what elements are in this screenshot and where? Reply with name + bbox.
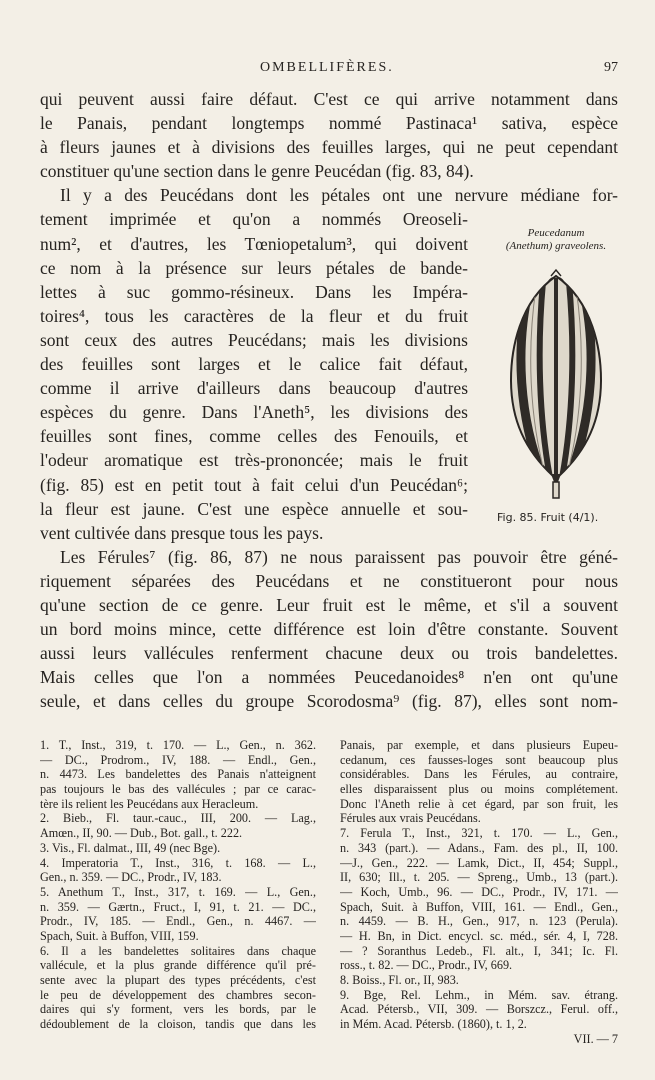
text-line: des feuilles sont larges et le calice fait défaut, bbox=[40, 354, 468, 375]
footnote-line: II, 630; Ill., t. 205. — Spreng., Umb., 13 (part.). bbox=[340, 870, 618, 885]
fruit-illustration bbox=[491, 268, 621, 502]
footnote-line: Prodr., IV, 185. — Endl., Gen., n. 4467. — bbox=[40, 914, 316, 929]
footnote-line: Amœn., II, 90. — Dub., Bot. gall., t. 222. bbox=[40, 826, 243, 841]
footnote-line: daires qui s'y forment, vers les bords, par le bbox=[40, 1002, 316, 1017]
text-line: aussi leurs vallécules renferment chacune deux ou trois bandelettes. bbox=[40, 643, 618, 664]
running-title: OMBELLIFÈRES. bbox=[260, 60, 394, 75]
footnote-line: 3. Vis., Fl. dalmat., III, 49 (nec Bge). bbox=[40, 840, 221, 855]
text-line: vent cultivée dans presque tous les pays. bbox=[40, 522, 324, 543]
footnote-line: — Koch, Umb., 96. — DC., Prodr., IV, 171. — bbox=[340, 884, 618, 899]
text-line: toires⁴, tous les caractères de la fleur et du fruit bbox=[40, 305, 468, 326]
footnote-line: — DC., Prodrom., IV, 188. — Endl., Gen., bbox=[40, 752, 316, 767]
text-line: lettes à suc gommo-résineux. Dans les Impéra- bbox=[40, 281, 468, 302]
footnote-line: sente avec la plupart des types précédents, c'est bbox=[40, 973, 316, 987]
footnote-line: — ? Soranthus Ledeb., Fl. alt., I, 341; Ic. Fl. bbox=[340, 943, 618, 958]
footnote-line: Férules aux vrais Peucédans. bbox=[340, 811, 481, 826]
signature-mark: VII. — 7 bbox=[573, 1031, 618, 1046]
footnote-line: in Mém. Acad. Pétersb. (1860), t. 1, 2. bbox=[340, 1017, 527, 1032]
footnote-line: 5. Anethum T., Inst., 317, t. 169. — L., Gen., bbox=[40, 884, 316, 899]
text-line: espèces du genre. Dans l'Aneth⁵, les divisions des bbox=[40, 402, 468, 423]
text-line: constituer qu'une section dans le genre Peucédan (fig. 83, 84). bbox=[40, 161, 474, 182]
footnote-line: n. 4473. Les bandelettes des Panais n'atteignent bbox=[40, 767, 316, 782]
footnote-line: vallécule, et la plus grande différence qu'il pré- bbox=[40, 958, 316, 973]
footnotes-right-column bbox=[340, 738, 618, 1046]
footnote-line: Spach, Suit. à Buffon, VIII, 159. bbox=[40, 928, 199, 943]
footnote-line: 8. Boiss., Fl. or., II, 983. bbox=[340, 973, 459, 987]
figure-species-caption: Peucedanum (Anethum) graveolens. bbox=[505, 227, 607, 252]
footnote-line: — H. Bn, in Dict. encycl. sc. méd., sér. 4, I, 728. bbox=[340, 928, 618, 943]
footnote-line: n. 359. — Gærtn., Fruct., I, 91, t. 21. — DC., bbox=[40, 899, 316, 914]
text-line: à fleurs jaunes et à divisions des feuilles larges, qui ne peut cependant bbox=[40, 137, 618, 158]
footnote-line: dédoublement de la cloison, tandis que dans les bbox=[40, 1017, 316, 1032]
text-line: un bord moins mince, cette différence est loin d'être constante. Souvent bbox=[40, 619, 618, 640]
footnote-line: 1. T., Inst., 319, t. 170. — L., Gen., n. 362. bbox=[40, 738, 316, 752]
footnote-line: cedanum, ces fausses-loges sont beaucoup plus bbox=[340, 752, 618, 767]
text-line: Mais celles que l'on a nommées Peucedanoides⁸ n'en ont qu'une bbox=[40, 667, 618, 688]
text-line: sont ceux des autres Peucédans; mais les divisions bbox=[40, 329, 468, 350]
footnote-line: —J., Gen., 222. — Lamk, Dict., II, 454; Suppl., bbox=[340, 855, 618, 870]
footnote-line: 2. Bieb., Fl. taur.-cauc., III, 200. — Lag., bbox=[40, 811, 316, 826]
page-number: 97 bbox=[604, 60, 618, 75]
text-line: num², et d'autres, les Tœniopetalum³, qui doivent bbox=[40, 233, 468, 254]
footnote-line: tère ils relient les Peucédans aux Heracleum. bbox=[40, 796, 259, 811]
figure-85 bbox=[487, 222, 625, 532]
text-line: qui peuvent aussi faire défaut. C'est ce qui arrive notamment dans bbox=[40, 89, 618, 109]
footnote-line: Spach, Suit. à Buffon, VIII, 161. — Endl., Gen., bbox=[340, 899, 618, 914]
footnote-line: le peu de développement des chambres secon- bbox=[40, 987, 316, 1002]
footnote-line: n. 343 (part.). — Adans., Fam. des pl., II, 100. bbox=[340, 840, 618, 855]
text-line: la fleur est jaune. C'est une espèce annuelle et sou- bbox=[40, 498, 468, 519]
footnote-line: ross., t. 82. — DC., Prodr., IV, 669. bbox=[340, 958, 513, 973]
footnote-line: pas toujours le bas des vallécules ; par ce carac- bbox=[40, 782, 316, 797]
text-line: seule, et dans celles du groupe Scorodosma⁹ (fig. 87), elles sont nom- bbox=[40, 691, 618, 712]
text-line: ce nom à la présence sur leurs pétales de bande- bbox=[40, 257, 468, 278]
footnote-line: 4. Imperatoria T., Inst., 316, t. 168. — L., bbox=[40, 855, 316, 870]
footnote-line: elles disparaissent plus ou moins complétement. bbox=[340, 782, 618, 797]
footnote-line: Gen., n. 359. — DC., Prodr., IV, 183. bbox=[40, 870, 222, 885]
text-line: comme il arrive d'ailleurs dans beaucoup d'autres bbox=[40, 378, 468, 399]
text-line: riquement séparées des Peucédans et ne constitueront pour nous bbox=[40, 570, 618, 591]
figure-caption: Fig. 85. Fruit (4/1). bbox=[497, 511, 599, 524]
footnotes-left-column bbox=[40, 738, 316, 1032]
text-line: tement imprimée et qu'on a nommés Oreoseli- bbox=[40, 209, 468, 230]
text-line: l'odeur aromatique est très-prononcée; mais le fruit bbox=[40, 450, 468, 471]
footnote-line: Acad. Pétersb., VII, 309. — Borszcz., Ferul. off., bbox=[340, 1002, 618, 1017]
text-line: feuilles sont fines, comme celles des Fenouils, et bbox=[40, 426, 468, 447]
text-line: Les Férules⁷ (fig. 86, 87) ne nous paraissent pas pouvoir être géné- bbox=[60, 546, 618, 567]
footnote-line: 9. Bge, Rel. Lehm., in Mém. sav. étrang. bbox=[340, 987, 618, 1002]
footnote-line: Panais, par exemple, et dans plusieurs Eupeu- bbox=[340, 738, 618, 752]
text-line: Il y a des Peucédans dont les pétales ont une nervure médiane for- bbox=[60, 185, 618, 206]
footnote-line: 7. Ferula T., Inst., 321, t. 170. — L., Gen., bbox=[340, 826, 618, 841]
footnote-line: considérables. Dans les Férules, au contraire, bbox=[340, 767, 618, 782]
footnote-line: 6. Il a les bandelettes solitaires dans chaque bbox=[40, 943, 316, 958]
footnote-line: Donc l'Aneth relie à cet égard, par son fruit, les bbox=[340, 796, 618, 811]
text-line: (fig. 85) est en petit tout à fait celui d'un Peucédan⁶; bbox=[40, 474, 468, 495]
footnote-line: n. 4459. — B. H., Gen., 917, n. 123 (Perula). bbox=[340, 914, 618, 929]
text-line: qu'une section de ce genre. Leur fruit est le même, et s'il a souvent bbox=[40, 594, 618, 615]
text-line: le Panais, pendant longtemps nommé Pastinaca¹ sativa, espèce bbox=[40, 113, 618, 134]
